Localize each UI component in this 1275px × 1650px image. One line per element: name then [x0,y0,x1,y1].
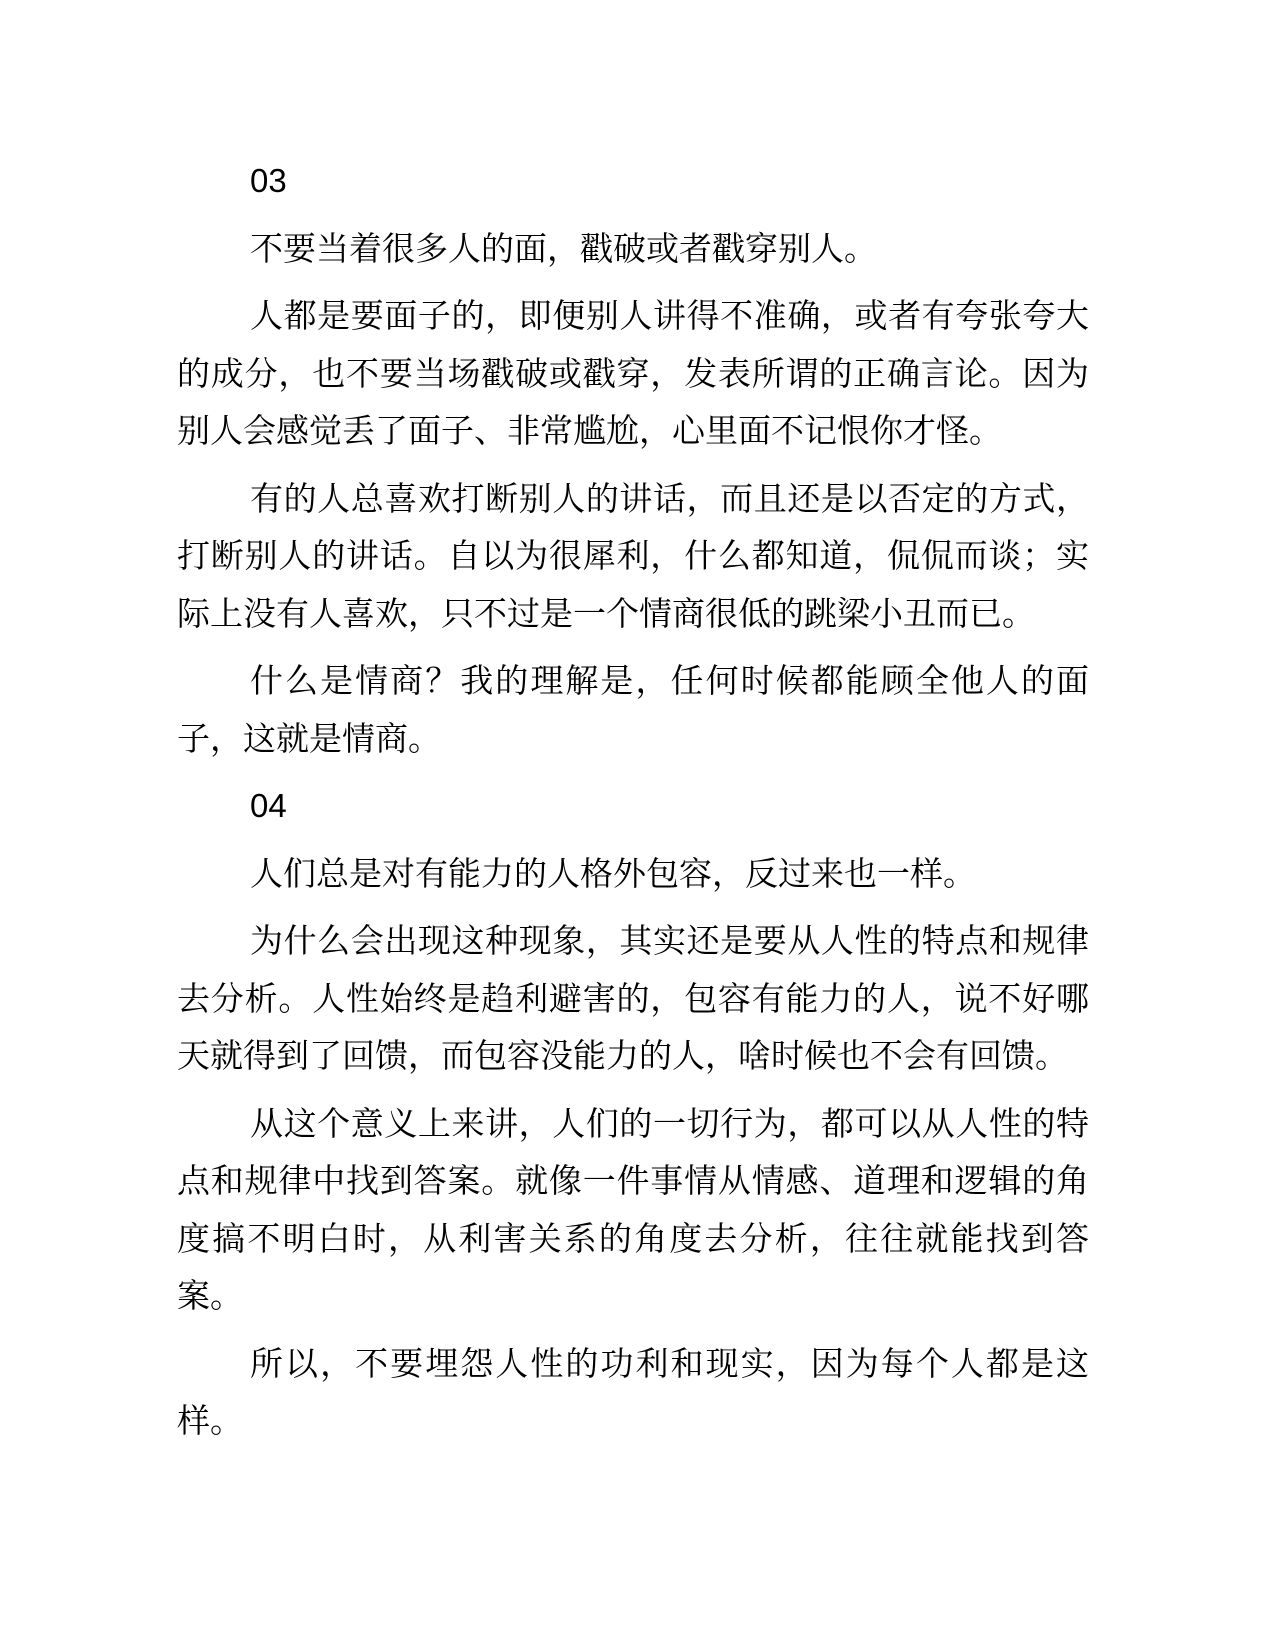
section-03-paragraph-3: 有的人总喜欢打断别人的讲话，而且还是以否定的方式，打断别人的讲话。自以为很犀利，什么都知道，侃侃而谈；实际上没有人喜欢，只不过是一个情商很低的跳梁小丑而已。 [177,479,1089,632]
section-04-paragraph-2: 为什么会出现这种现象，其实还是要从人性的特点和规律去分析。人性始终是趋利避害的，包容有能力的人，说不好哪天就得到了回馈，而包容没能力的人，啥时候也不会有回馈。 [177,922,1089,1074]
document-content [177,152,1089,1460]
section-03-paragraph-1: 不要当着很多人的面，戳破或者戳穿别人。 [250,229,877,267]
section-04-paragraph-3: 从这个意义上来讲，人们的一切行为，都可以从人性的特点和规律中找到答案。就像一件事情从情感、道理和逻辑的角度搞不明白时，从利害关系的角度去分析，往往就能找到答案。 [177,1104,1089,1314]
section-03-paragraph-4: 什么是情商？我的理解是，任何时候都能顾全他人的面子，这就是情商。 [177,662,1089,757]
section-04-number: 04 [250,787,287,824]
section-03-number: 03 [250,162,287,199]
section-03-paragraph-2: 人都是要面子的，即便别人讲得不准确，或者有夸张夸大的成分，也不要当场戳破或戳穿，发表所谓的正确言论。因为别人会感觉丢了面子、非常尴尬，心里面不记恨你才怪。 [177,297,1089,449]
section-04-paragraph-4: 所以，不要埋怨人性的功利和现实，因为每个人都是这样。 [177,1344,1089,1439]
section-04-paragraph-1: 人们总是对有能力的人格外包容，反过来也一样。 [250,854,976,892]
